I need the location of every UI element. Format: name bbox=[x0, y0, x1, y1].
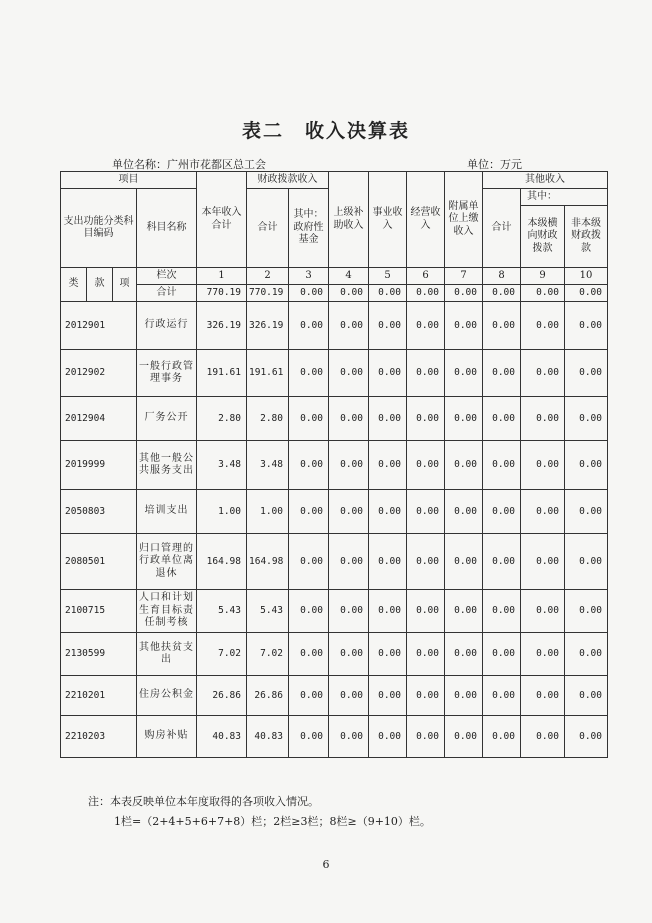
row-value: 0.00 bbox=[565, 350, 608, 397]
row-value: 0.00 bbox=[521, 716, 565, 758]
header-xiang: 项 bbox=[113, 268, 137, 302]
header-lei: 类 bbox=[61, 268, 87, 302]
row-value: 0.00 bbox=[521, 302, 565, 350]
row-value: 0.00 bbox=[289, 350, 329, 397]
row-code: 2050803 bbox=[61, 490, 137, 534]
total-value: 0.00 bbox=[329, 285, 369, 302]
unit-line bbox=[112, 156, 522, 172]
table-row bbox=[61, 490, 608, 534]
row-value: 0.00 bbox=[521, 633, 565, 676]
row-value: 0.00 bbox=[565, 490, 608, 534]
row-code: 2012901 bbox=[61, 302, 137, 350]
row-value: 0.00 bbox=[329, 716, 369, 758]
income-table bbox=[60, 171, 608, 758]
header-operating: 经营收入 bbox=[407, 172, 445, 268]
row-value: 0.00 bbox=[289, 302, 329, 350]
row-value: 0.00 bbox=[521, 490, 565, 534]
row-subject-name: 厂务公开 bbox=[137, 397, 197, 441]
table-row bbox=[61, 397, 608, 441]
row-value: 0.00 bbox=[521, 397, 565, 441]
row-value: 0.00 bbox=[369, 676, 407, 716]
row-value: 0.00 bbox=[483, 490, 521, 534]
row-value: 0.00 bbox=[329, 534, 369, 590]
row-code: 2210203 bbox=[61, 716, 137, 758]
header-fiscal-gov-fund: 其中：政府性基金 bbox=[289, 189, 329, 268]
table-row bbox=[61, 302, 608, 350]
row-value: 0.00 bbox=[289, 397, 329, 441]
table-row bbox=[61, 534, 608, 590]
col-number: 3 bbox=[289, 268, 329, 285]
row-value: 0.00 bbox=[369, 633, 407, 676]
header-other-horizontal: 本级横向财政拨款 bbox=[521, 206, 565, 268]
total-value: 0.00 bbox=[521, 285, 565, 302]
total-value: 0.00 bbox=[289, 285, 329, 302]
total-value: 0.00 bbox=[445, 285, 483, 302]
row-value: 0.00 bbox=[407, 676, 445, 716]
row-value: 164.98 bbox=[197, 534, 247, 590]
row-subject-name: 人口和计划生育目标责任制考核 bbox=[137, 590, 197, 633]
row-code: 2019999 bbox=[61, 441, 137, 490]
header-lanci: 栏次 bbox=[137, 268, 197, 285]
row-value: 0.00 bbox=[483, 590, 521, 633]
col-number: 6 bbox=[407, 268, 445, 285]
row-value: 40.83 bbox=[247, 716, 289, 758]
total-value: 0.00 bbox=[369, 285, 407, 302]
col-number: 4 bbox=[329, 268, 369, 285]
row-value: 26.86 bbox=[247, 676, 289, 716]
header-subject-name: 科目名称 bbox=[137, 189, 197, 268]
notes bbox=[88, 792, 431, 832]
total-label: 合计 bbox=[137, 285, 197, 302]
total-value: 0.00 bbox=[407, 285, 445, 302]
row-code: 2100715 bbox=[61, 590, 137, 633]
row-value: 0.00 bbox=[565, 716, 608, 758]
row-value: 0.00 bbox=[369, 590, 407, 633]
row-value: 5.43 bbox=[247, 590, 289, 633]
row-value: 0.00 bbox=[369, 490, 407, 534]
header-row-1 bbox=[61, 172, 608, 189]
row-value: 0.00 bbox=[289, 590, 329, 633]
row-value: 0.00 bbox=[565, 633, 608, 676]
page-title: 表二 收入决算表 bbox=[241, 120, 410, 142]
header-other-group: 其他收入 bbox=[483, 172, 608, 189]
row-subject-name: 其他一般公共服务支出 bbox=[137, 441, 197, 490]
row-value: 0.00 bbox=[329, 302, 369, 350]
row-value: 0.00 bbox=[289, 441, 329, 490]
col-number: 8 bbox=[483, 268, 521, 285]
unit-name: 单位名称：广州市花都区总工会 bbox=[112, 158, 266, 171]
row-value: 0.00 bbox=[407, 397, 445, 441]
row-value: 0.00 bbox=[483, 441, 521, 490]
row-value: 0.00 bbox=[407, 716, 445, 758]
header-affiliate: 附属单位上缴收入 bbox=[445, 172, 483, 268]
total-value: 0.00 bbox=[483, 285, 521, 302]
header-item: 项目 bbox=[61, 172, 197, 189]
row-value: 0.00 bbox=[445, 716, 483, 758]
row-value: 0.00 bbox=[329, 441, 369, 490]
row-value: 0.00 bbox=[483, 676, 521, 716]
total-value: 770.19 bbox=[197, 285, 247, 302]
row-code: 2130599 bbox=[61, 633, 137, 676]
total-value: 770.19 bbox=[247, 285, 289, 302]
row-subject-name: 购房补贴 bbox=[137, 716, 197, 758]
table-row bbox=[61, 590, 608, 633]
header-fiscal-group: 财政拨款收入 bbox=[247, 172, 329, 189]
row-value: 3.48 bbox=[247, 441, 289, 490]
row-value: 0.00 bbox=[369, 441, 407, 490]
row-value: 1.00 bbox=[197, 490, 247, 534]
row-value: 0.00 bbox=[329, 350, 369, 397]
row-code: 2210201 bbox=[61, 676, 137, 716]
row-value: 0.00 bbox=[407, 441, 445, 490]
header-func-code: 支出功能分类科目编码 bbox=[61, 189, 137, 268]
total-value: 0.00 bbox=[565, 285, 608, 302]
row-value: 0.00 bbox=[407, 302, 445, 350]
row-value: 0.00 bbox=[445, 534, 483, 590]
note-line-2: 1栏=（2+4+5+6+7+8）栏；2栏≥3栏；8栏≥（9+10）栏。 bbox=[114, 815, 431, 828]
row-code: 2012902 bbox=[61, 350, 137, 397]
col-number: 7 bbox=[445, 268, 483, 285]
row-value: 0.00 bbox=[369, 716, 407, 758]
row-value: 0.00 bbox=[565, 676, 608, 716]
col-number: 1 bbox=[197, 268, 247, 285]
col-number: 5 bbox=[369, 268, 407, 285]
row-value: 0.00 bbox=[483, 397, 521, 441]
row-value: 0.00 bbox=[445, 590, 483, 633]
header-other-nonfiscal: 非本级财政拨款 bbox=[565, 206, 608, 268]
row-value: 326.19 bbox=[197, 302, 247, 350]
row-value: 0.00 bbox=[407, 350, 445, 397]
row-value: 1.00 bbox=[247, 490, 289, 534]
col-number: 2 bbox=[247, 268, 289, 285]
row-subject-name: 其他扶贫支出 bbox=[137, 633, 197, 676]
row-value: 0.00 bbox=[369, 350, 407, 397]
row-value: 0.00 bbox=[521, 590, 565, 633]
table-row bbox=[61, 441, 608, 490]
total-row bbox=[61, 285, 608, 302]
row-value: 0.00 bbox=[445, 676, 483, 716]
header-kuan: 款 bbox=[87, 268, 113, 302]
header-business: 事业收入 bbox=[369, 172, 407, 268]
row-value: 0.00 bbox=[483, 716, 521, 758]
row-value: 0.00 bbox=[445, 441, 483, 490]
row-value: 0.00 bbox=[407, 490, 445, 534]
page-number: 6 bbox=[322, 858, 330, 871]
row-code: 2012904 bbox=[61, 397, 137, 441]
row-value: 0.00 bbox=[521, 676, 565, 716]
row-value: 0.00 bbox=[565, 397, 608, 441]
row-value: 0.00 bbox=[483, 302, 521, 350]
row-value: 0.00 bbox=[407, 633, 445, 676]
row-value: 0.00 bbox=[445, 490, 483, 534]
row-value: 0.00 bbox=[369, 302, 407, 350]
row-value: 7.02 bbox=[197, 633, 247, 676]
row-value: 0.00 bbox=[329, 490, 369, 534]
row-value: 0.00 bbox=[407, 590, 445, 633]
table-row bbox=[61, 633, 608, 676]
header-other-total: 合计 bbox=[483, 189, 521, 268]
column-number-row bbox=[61, 268, 608, 285]
row-value: 0.00 bbox=[565, 302, 608, 350]
row-value: 0.00 bbox=[289, 716, 329, 758]
row-code: 2080501 bbox=[61, 534, 137, 590]
row-value: 0.00 bbox=[521, 534, 565, 590]
row-value: 0.00 bbox=[407, 534, 445, 590]
row-value: 0.00 bbox=[521, 441, 565, 490]
row-value: 0.00 bbox=[445, 633, 483, 676]
row-value: 0.00 bbox=[329, 397, 369, 441]
row-value: 0.00 bbox=[329, 590, 369, 633]
row-value: 326.19 bbox=[247, 302, 289, 350]
row-subject-name: 一般行政管理事务 bbox=[137, 350, 197, 397]
row-value: 191.61 bbox=[197, 350, 247, 397]
row-value: 7.02 bbox=[247, 633, 289, 676]
row-value: 0.00 bbox=[565, 534, 608, 590]
row-value: 191.61 bbox=[247, 350, 289, 397]
row-value: 0.00 bbox=[289, 534, 329, 590]
row-value: 0.00 bbox=[289, 490, 329, 534]
col-number: 10 bbox=[565, 268, 608, 285]
table-row bbox=[61, 676, 608, 716]
row-value: 0.00 bbox=[329, 676, 369, 716]
row-value: 0.00 bbox=[445, 397, 483, 441]
row-value: 0.00 bbox=[565, 441, 608, 490]
row-subject-name: 归口管理的行政单位离退休 bbox=[137, 534, 197, 590]
header-fiscal-total: 合计 bbox=[247, 189, 289, 268]
row-value: 5.43 bbox=[197, 590, 247, 633]
header-superior-subsidy: 上级补助收入 bbox=[329, 172, 369, 268]
row-subject-name: 培训支出 bbox=[137, 490, 197, 534]
row-value: 0.00 bbox=[369, 397, 407, 441]
row-value: 26.86 bbox=[197, 676, 247, 716]
table-row bbox=[61, 716, 608, 758]
row-value: 0.00 bbox=[289, 676, 329, 716]
row-value: 0.00 bbox=[289, 633, 329, 676]
row-value: 0.00 bbox=[483, 534, 521, 590]
row-value: 0.00 bbox=[565, 590, 608, 633]
row-value: 3.48 bbox=[197, 441, 247, 490]
row-value: 0.00 bbox=[521, 350, 565, 397]
header-year-total: 本年收入合计 bbox=[197, 172, 247, 268]
row-value: 2.80 bbox=[197, 397, 247, 441]
table-row bbox=[61, 350, 608, 397]
row-value: 2.80 bbox=[247, 397, 289, 441]
row-subject-name: 行政运行 bbox=[137, 302, 197, 350]
row-value: 0.00 bbox=[445, 302, 483, 350]
unit-label: 单位：万元 bbox=[467, 158, 522, 171]
row-value: 0.00 bbox=[329, 633, 369, 676]
note-line-1: 注：本表反映单位本年度取得的各项收入情况。 bbox=[88, 795, 319, 808]
row-value: 0.00 bbox=[369, 534, 407, 590]
header-other-of: 其中： bbox=[521, 189, 608, 206]
col-number: 9 bbox=[521, 268, 565, 285]
row-value: 0.00 bbox=[483, 633, 521, 676]
row-value: 164.98 bbox=[247, 534, 289, 590]
row-value: 40.83 bbox=[197, 716, 247, 758]
row-value: 0.00 bbox=[483, 350, 521, 397]
row-subject-name: 住房公积金 bbox=[137, 676, 197, 716]
row-value: 0.00 bbox=[445, 350, 483, 397]
